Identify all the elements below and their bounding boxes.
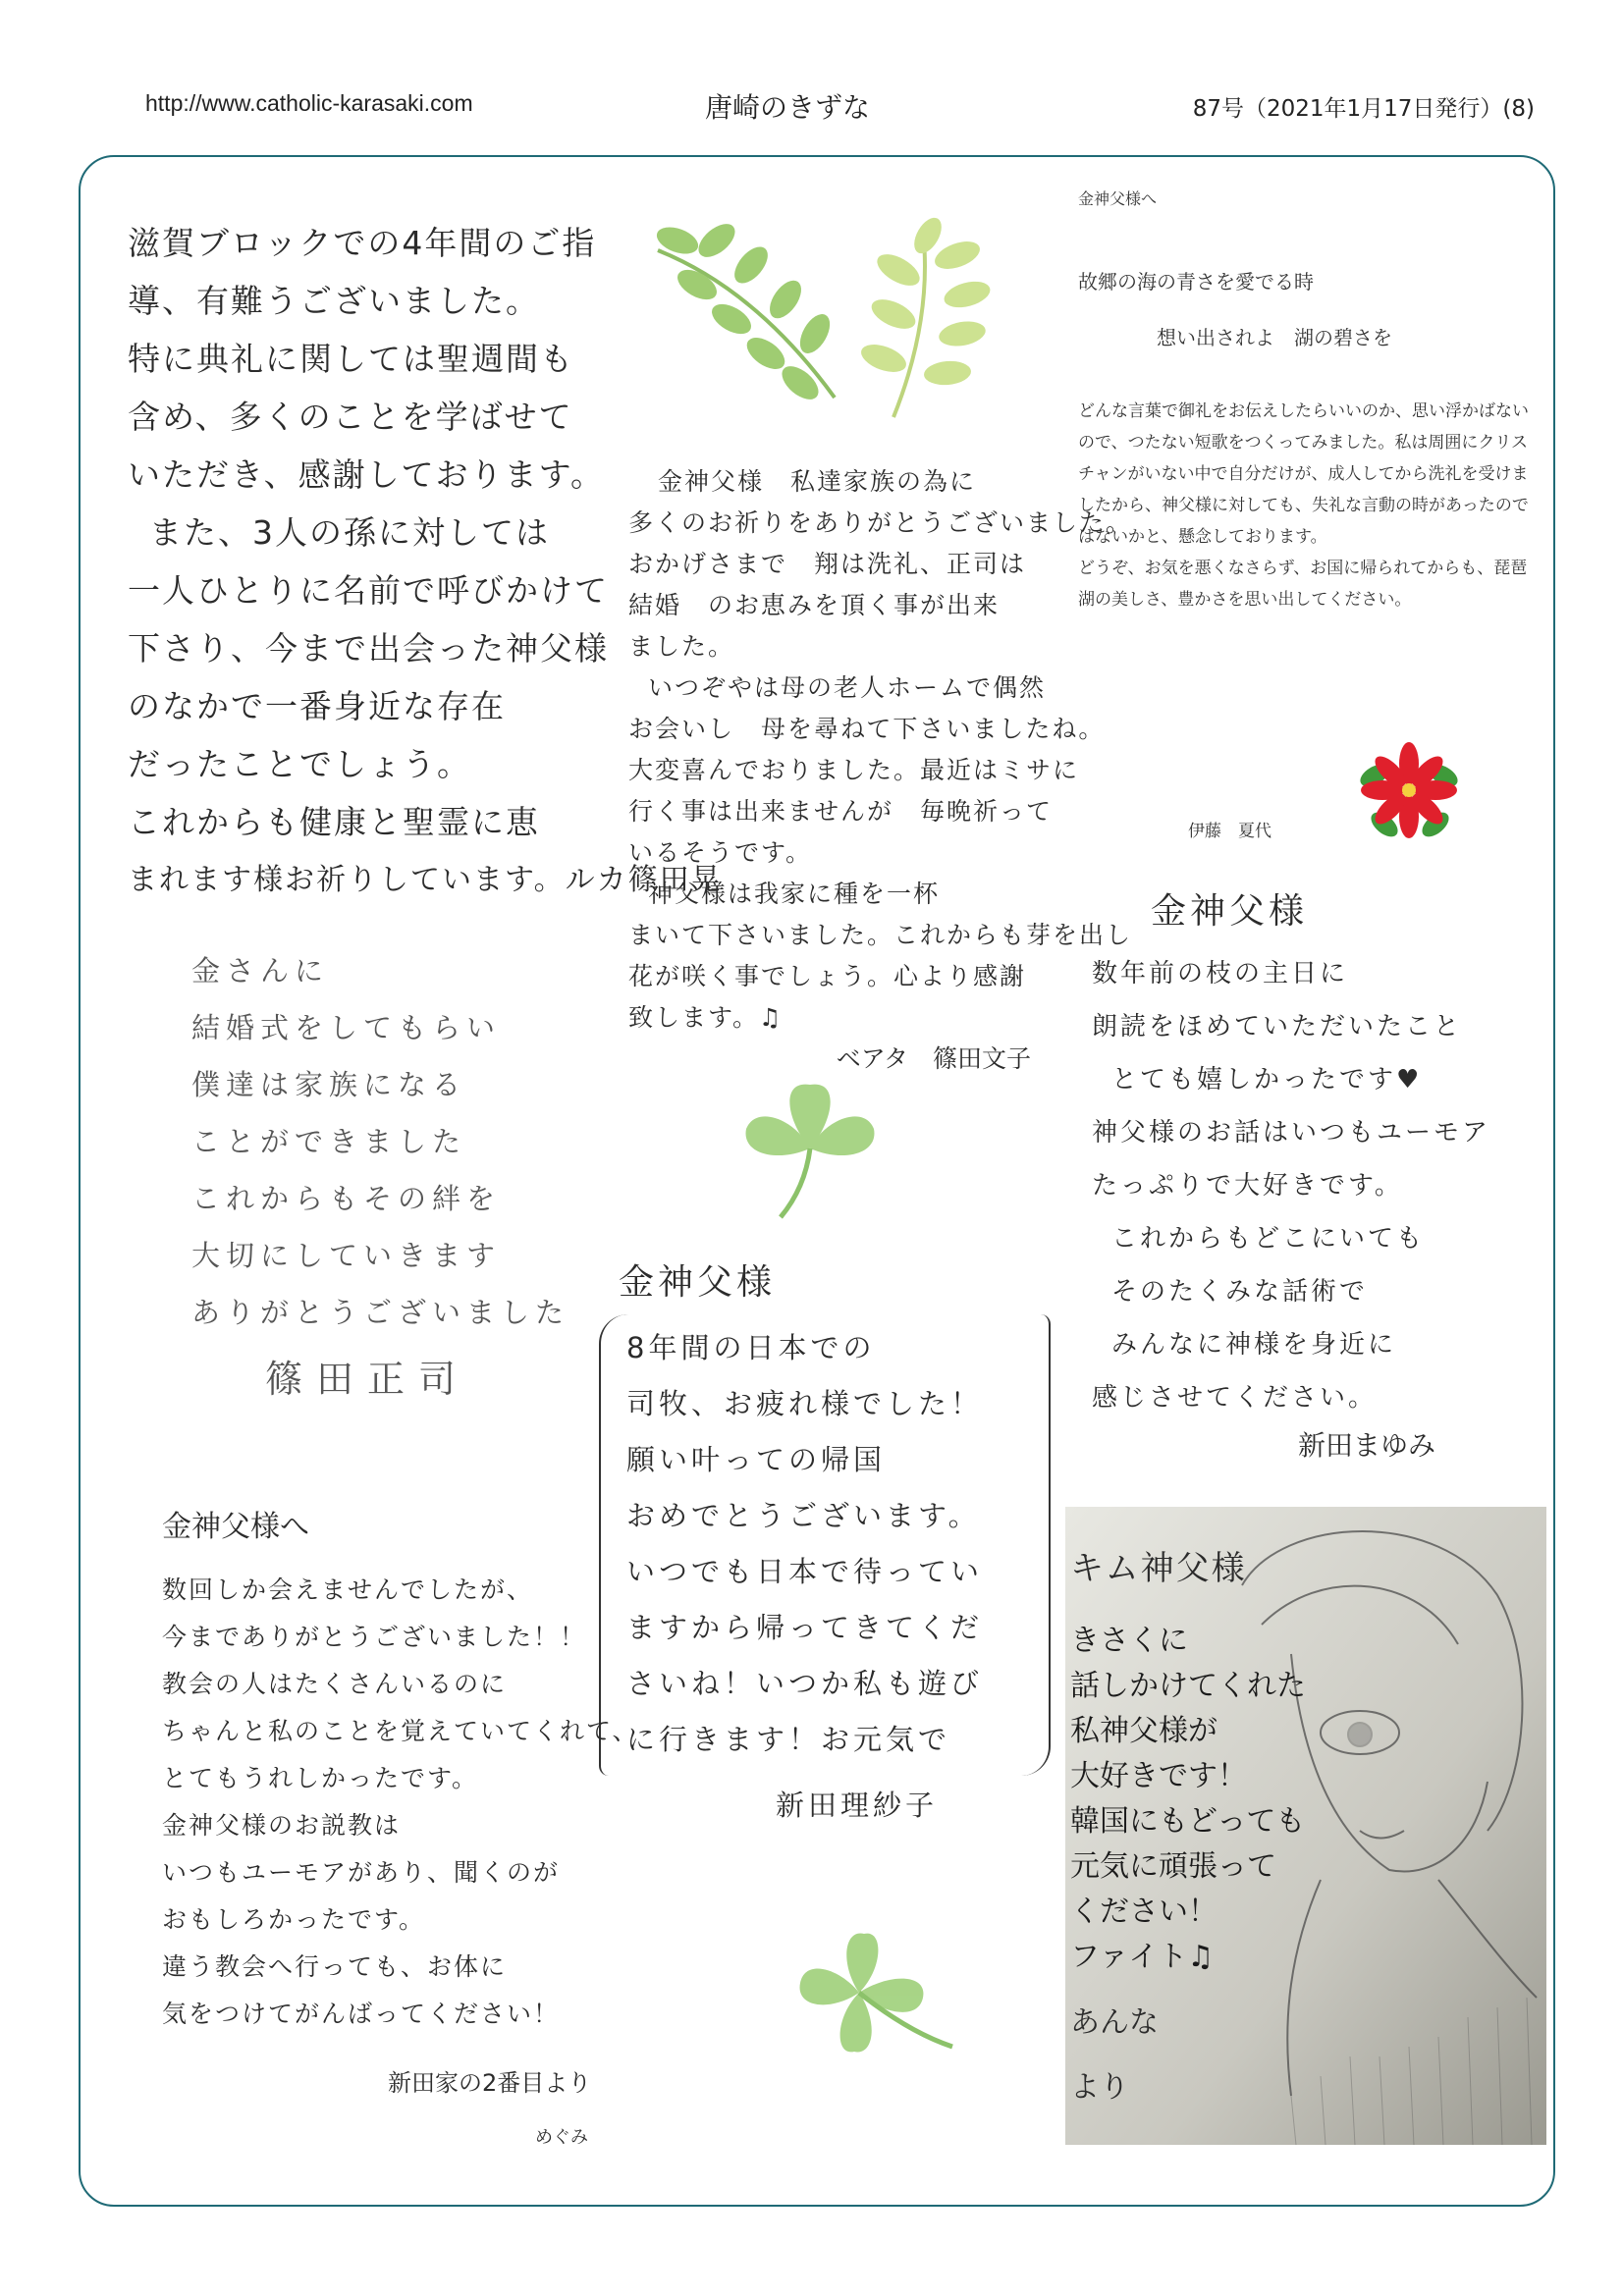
four-leaf-clover-illustration (781, 1914, 977, 2091)
letter-line: 韓国にもどっても (1070, 1804, 1306, 1839)
three-leaf-clover-illustration (727, 1070, 893, 1227)
letter-line: きさくに (1070, 1624, 1188, 1658)
signature: 新田理紗子 (776, 1789, 939, 1822)
letter-line: いつもユーモアがあり、聞くのが (162, 1858, 561, 1887)
letter-line: まれます様お祈りしています。ルカ篠田晃 (128, 863, 723, 897)
letter-line: 違う教会へ行っても、お体に (162, 1952, 508, 1981)
letter-ito-natsuyo (1078, 187, 1530, 615)
letter-line: いただき、感謝しております。 (128, 455, 606, 494)
letter-line: 教会の人はたくさんいるのに (162, 1670, 508, 1698)
letter-line: だったことでしょう。 (128, 745, 471, 783)
page-header (145, 90, 1535, 130)
letter-line: 行く事は出来ませんが 毎晩祈って (628, 797, 1054, 826)
letter-box (599, 1314, 1051, 1776)
signature: 新田家の2番目より (388, 2069, 592, 2097)
letter-line: 朗読をほめていただいたこと (1092, 1012, 1463, 1041)
letter-salutation: 金神父様 (619, 1262, 777, 1303)
letter-line: おかげさまで 翔は洗礼、正司は (628, 550, 1027, 578)
letter-line: 花が咲く事でしょう。心より感謝 (628, 962, 1027, 990)
letter-salutation: 金神父様 (1151, 891, 1309, 932)
letter-line: 数回しか会えませんでしたが、 (162, 1575, 534, 1604)
letter-line: おもしろかったです。 (162, 1905, 426, 1934)
letter-nitta-megumi (162, 1502, 639, 2149)
letter-line: ファイト♫ (1070, 1940, 1215, 1974)
letter-line: ください！ (1070, 1895, 1217, 1929)
letter-line: たっぷりで大好きです。 (1092, 1171, 1403, 1201)
letter-line: 僕達は家族になる (191, 1068, 467, 1101)
poinsettia-illustration (1355, 736, 1463, 844)
letter-line: これからも健康と聖霊に恵 (128, 803, 540, 841)
letter-line: 致します。♫ (628, 1003, 784, 1032)
letter-nitta-mayumi (1092, 883, 1534, 1464)
letter-line: ことができました (191, 1125, 467, 1158)
letter-line: いるそうです。 (628, 838, 813, 867)
letter-line: これからもその絆を (191, 1182, 502, 1215)
letter-line: 大切にしていきます (191, 1239, 502, 1272)
letter-nitta-risako (599, 1255, 1051, 1824)
letter-line: 気をつけてがんばってください！ (162, 2000, 561, 2028)
letter-salutation: キム神父様 (1070, 1549, 1247, 1588)
letter-line: みんなに神様を身近に (1111, 1330, 1397, 1360)
letter-line: 感じさせてください。 (1092, 1383, 1378, 1413)
letter-line: とても嬉しかったです♥ (1111, 1065, 1423, 1095)
letter-line: いつでも日本で待ってい (626, 1555, 984, 1588)
letter-line: まいて下さいました。これからも芽を出し (628, 921, 1133, 949)
letter-line: に行きます！お元気で (626, 1723, 951, 1756)
signature-name: めぐみ (535, 2127, 588, 2148)
letter-line: 神父様は我家に種を一杯 (648, 880, 941, 908)
letter-line: ちゃんと私のことを覚えていてくれて、 (162, 1717, 639, 1745)
tanka-line-2: 想い出されよ 湖の碧さを (1157, 326, 1392, 349)
letter-line: 一人ひとりに名前で呼びかけて (128, 571, 609, 610)
letter-salutation: 金神父様へ (162, 1510, 309, 1544)
letter-line: 8年間の日本での (626, 1331, 876, 1364)
website-url[interactable]: http://www.catholic-karasaki.com (145, 90, 473, 116)
letter-line: 多くのお祈りをありがとうございました。 (628, 508, 1133, 537)
letter-line: ました。 (628, 632, 735, 661)
signature: ベアタ 篠田文子 (836, 1044, 1031, 1073)
letter-line: これからもどこにいても (1111, 1224, 1426, 1254)
newsletter-title: 唐崎のきずな (705, 91, 871, 124)
signature: より (1070, 2070, 1129, 2105)
issue-info: 87号（2021年1月17日発行）(8) (1192, 96, 1535, 122)
letter-line: 金神父様 私達家族の為に (658, 467, 977, 496)
letter-line: 特に典礼に関しては聖週間も (128, 340, 574, 378)
letter-line: 含め、多くのことを学ばせて (128, 398, 573, 436)
signature: 伊藤 夏代 (1188, 822, 1271, 841)
letter-line: また、3人の孫に対しては (149, 513, 550, 552)
leaves-illustration (638, 211, 1060, 437)
signature: 篠田正司 (265, 1358, 470, 1401)
letter-line: 私神父様が (1070, 1714, 1217, 1748)
letter-line: 金さんに (191, 954, 330, 988)
tanka-line-1: 故郷の海の青さを愛でる時 (1078, 270, 1314, 294)
letter-shinoda-fumiko (628, 461, 1133, 1080)
letter-line: ますから帰ってきてくだ (626, 1611, 984, 1644)
letter-line: いつぞやは母の老人ホームで偶然 (648, 673, 1047, 702)
letter-body: どんな言葉で御礼をお伝えしたらいいのか、思い浮かばないので、つたない短歌をつくってみました。私は周囲にクリスチャンがいない中で自分だけが、成人してから洗礼を受けましたから、神父様に対しても、失礼な言動の時があったのではないかと、懸念しております。 どうぞ、お気を悪くなさらず、お国に帰られてからも、琵琶湖の美しさ、豊かさを思い出してください。 (1078, 401, 1529, 610)
letter-line: 金神父様のお説教は (162, 1811, 402, 1840)
letter-line: のなかで一番身近な存在 (128, 687, 506, 725)
letter-line: おめでとうございます。 (626, 1499, 981, 1532)
letter-line: さいね！いつか私も遊び (626, 1667, 984, 1700)
letter-line: 大好きです！ (1070, 1759, 1247, 1793)
letter-line: 神父様のお話はいつもユーモア (1092, 1118, 1491, 1148)
letter-line: とてもうれしかったです。 (162, 1764, 479, 1792)
letter-anna (1070, 1541, 1306, 2109)
letter-line: 司牧、お疲れ様でした！ (626, 1387, 984, 1420)
letter-line: 下さり、今まで出会った神父様 (128, 629, 609, 667)
letter-line: 大変喜んでおりました。最近はミサに (628, 756, 1080, 784)
letter-line: そのたくみな話術で (1111, 1277, 1369, 1307)
letter-line: 今までありがとうございました！！ (162, 1623, 587, 1651)
letter-line: お会いし 母を尋ねて下さいましたね。 (628, 715, 1106, 743)
letter-line: 元気に頑張って (1070, 1849, 1276, 1884)
signature: 新田まゆみ (1298, 1429, 1436, 1462)
letter-line: 話しかけてくれた (1070, 1669, 1306, 1703)
letter-line: 結婚式をしてもらい (191, 1011, 502, 1044)
letter-salutation: 金神父様へ (1078, 189, 1158, 208)
letter-line: ありがとうございました (191, 1296, 570, 1329)
letter-line: 導、有難うございました。 (128, 282, 540, 320)
letter-line: 数年前の枝の主日に (1092, 959, 1349, 988)
letter-shinoda-shoji (191, 942, 604, 1403)
letter-line: 願い叶っての帰国 (626, 1443, 887, 1476)
letter-line: 滋賀ブロックでの4年間のご指 (128, 224, 597, 262)
letter-line: 結婚 のお恵みを頂く事が出来 (628, 591, 1001, 619)
signature: あんな (1070, 2005, 1159, 2040)
